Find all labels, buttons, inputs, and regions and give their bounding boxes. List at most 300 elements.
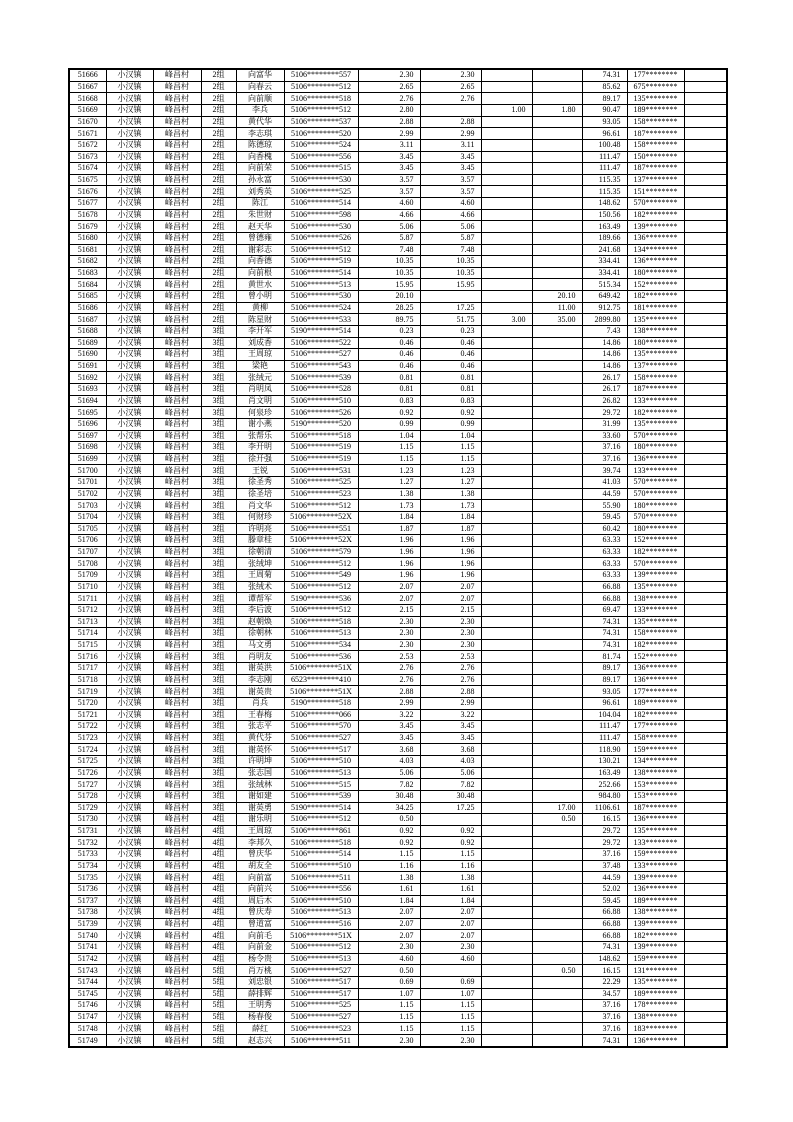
cell-village: 峰昌村 [153,314,201,326]
cell-town: 小汉镇 [106,1035,153,1047]
cell-amount4 [532,907,582,919]
cell-amount3 [481,1011,532,1023]
table-row [69,407,727,419]
cell-account: 5106********533 [284,314,358,326]
cell-id: 51666 [69,69,106,81]
cell-amount2: 0.99 [420,418,481,430]
cell-account: 5106********514 [284,849,358,861]
cell-total: 74.31 [582,639,627,651]
cell-id: 51670 [69,116,106,128]
cell-account: 5106********526 [284,407,358,419]
cell-group: 5组 [201,988,236,1000]
cell-amount4 [532,686,582,698]
cell-town: 小汉镇 [106,477,153,489]
table-row [69,523,727,535]
cell-amount2: 1.96 [420,558,481,570]
cell-phone: 136******** [627,453,684,465]
cell-town: 小汉镇 [106,291,153,303]
cell-id: 51728 [69,790,106,802]
cell-town: 小汉镇 [106,779,153,791]
cell-amount2: 2.76 [420,663,481,675]
cell-amount3 [481,767,532,779]
cell-group: 3组 [201,721,236,733]
cell-id: 51734 [69,860,106,872]
cell-blank [684,418,727,430]
table-row [69,430,727,442]
table-row [69,1000,727,1012]
cell-group: 3组 [201,430,236,442]
cell-amount1: 0.92 [358,837,420,849]
cell-amount2: 5.06 [420,767,481,779]
cell-blank [684,965,727,977]
cell-amount4 [532,81,582,93]
cell-group: 2组 [201,291,236,303]
cell-amount1: 2.30 [358,628,420,640]
cell-account: 5106********519 [284,453,358,465]
cell-town: 小汉镇 [106,500,153,512]
cell-account: 5106********527 [284,965,358,977]
cell-id: 51672 [69,139,106,151]
cell-total: 7.43 [582,325,627,337]
cell-account: 5106********513 [284,767,358,779]
cell-village: 峰昌村 [153,279,201,291]
cell-amount4 [532,128,582,140]
cell-group: 4组 [201,883,236,895]
cell-id: 51720 [69,697,106,709]
cell-amount2: 2.07 [420,907,481,919]
cell-amount4 [532,372,582,384]
cell-amount1: 1.15 [358,1000,420,1012]
cell-town: 小汉镇 [106,209,153,221]
cell-amount1: 3.68 [358,744,420,756]
cell-group: 4组 [201,918,236,930]
cell-total: 14.86 [582,349,627,361]
table-row [69,349,727,361]
cell-phone: 135******** [627,349,684,361]
cell-amount2: 1.16 [420,860,481,872]
cell-name: 曾小明 [236,291,284,303]
cell-blank [684,1011,727,1023]
cell-phone: 139******** [627,918,684,930]
cell-name: 刘忠银 [236,976,284,988]
cell-total: 66.88 [582,581,627,593]
cell-amount3 [481,604,532,616]
cell-name: 徐朝林 [236,628,284,640]
cell-amount3 [481,395,532,407]
table-row [69,314,727,326]
cell-amount2: 3.45 [420,732,481,744]
cell-total: 115.35 [582,174,627,186]
cell-town: 小汉镇 [106,116,153,128]
cell-account: 5106********512 [284,81,358,93]
cell-amount2: 0.69 [420,976,481,988]
cell-amount2: 1.38 [420,488,481,500]
cell-phone: 180******** [627,267,684,279]
cell-amount1: 1.15 [358,453,420,465]
cell-amount3 [481,930,532,942]
cell-total: 66.88 [582,930,627,942]
cell-id: 51732 [69,837,106,849]
cell-account: 5106********517 [284,976,358,988]
cell-id: 51669 [69,105,106,117]
cell-amount1: 2.76 [358,674,420,686]
table-row [69,418,727,430]
cell-amount1: 1.27 [358,477,420,489]
cell-name: 薛排辉 [236,988,284,1000]
cell-total: 85.62 [582,81,627,93]
cell-phone: 570******** [627,511,684,523]
cell-blank [684,697,727,709]
cell-group: 2组 [201,302,236,314]
cell-amount3 [481,69,532,81]
cell-account: 5106********518 [284,93,358,105]
cell-amount2: 1.61 [420,883,481,895]
cell-account: 5106********510 [284,756,358,768]
cell-total: 55.90 [582,500,627,512]
table-row [69,372,727,384]
cell-town: 小汉镇 [106,256,153,268]
cell-town: 小汉镇 [106,395,153,407]
cell-village: 峰昌村 [153,174,201,186]
cell-town: 小汉镇 [106,674,153,686]
cell-amount2: 1.07 [420,988,481,1000]
cell-account: 5106********066 [284,709,358,721]
cell-name: 马文勇 [236,639,284,651]
cell-phone: 189******** [627,105,684,117]
cell-blank [684,186,727,198]
cell-group: 3组 [201,325,236,337]
cell-id: 51713 [69,616,106,628]
table-row [69,860,727,872]
cell-name: 谢彩志 [236,244,284,256]
cell-blank [684,1035,727,1047]
table-row [69,686,727,698]
cell-amount4 [532,511,582,523]
cell-id: 51678 [69,209,106,221]
cell-blank [684,860,727,872]
cell-blank [684,558,727,570]
cell-phone: 137******** [627,360,684,372]
cell-village: 峰昌村 [153,325,201,337]
cell-name: 胡友全 [236,860,284,872]
cell-id: 51744 [69,976,106,988]
cell-phone: 136******** [627,232,684,244]
cell-blank [684,802,727,814]
cell-village: 峰昌村 [153,453,201,465]
cell-group: 2组 [201,151,236,163]
cell-amount4 [532,163,582,175]
cell-total: 90.47 [582,105,627,117]
cell-total: 14.86 [582,360,627,372]
cell-village: 峰昌村 [153,988,201,1000]
table-row [69,895,727,907]
cell-town: 小汉镇 [106,267,153,279]
cell-village: 峰昌村 [153,744,201,756]
cell-amount2: 7.82 [420,779,481,791]
cell-name: 陈德琼 [236,139,284,151]
cell-id: 51719 [69,686,106,698]
cell-account: 5106********519 [284,256,358,268]
cell-name: 周后木 [236,895,284,907]
cell-account: 5106********861 [284,825,358,837]
cell-village: 峰昌村 [153,976,201,988]
cell-village: 峰昌村 [153,442,201,454]
cell-blank [684,732,727,744]
cell-account: 5106********52X [284,511,358,523]
cell-village: 峰昌村 [153,384,201,396]
cell-group: 2组 [201,174,236,186]
cell-account: 5106********531 [284,465,358,477]
cell-village: 峰昌村 [153,628,201,640]
cell-name: 王明秀 [236,1000,284,1012]
cell-town: 小汉镇 [106,814,153,826]
cell-amount2: 2.53 [420,651,481,663]
cell-amount1: 1.23 [358,465,420,477]
cell-id: 51741 [69,942,106,954]
cell-blank [684,837,727,849]
cell-group: 4组 [201,872,236,884]
cell-id: 51692 [69,372,106,384]
cell-village: 峰昌村 [153,953,201,965]
cell-account: 5106********530 [284,221,358,233]
cell-group: 5组 [201,1023,236,1035]
cell-name: 李后波 [236,604,284,616]
cell-amount1: 1.15 [358,1023,420,1035]
cell-id: 51699 [69,453,106,465]
cell-group: 3组 [201,384,236,396]
cell-amount1: 1.16 [358,860,420,872]
cell-amount1: 1.15 [358,1011,420,1023]
cell-amount4 [532,232,582,244]
cell-blank [684,872,727,884]
cell-name: 许明亮 [236,523,284,535]
cell-amount2: 2.30 [420,639,481,651]
cell-total: 37.16 [582,1023,627,1035]
table-row [69,232,727,244]
cell-village: 峰昌村 [153,918,201,930]
cell-amount4 [532,930,582,942]
cell-name: 向前顺 [236,93,284,105]
cell-phone: 136******** [627,1035,684,1047]
cell-blank [684,930,727,942]
cell-group: 3组 [201,767,236,779]
cell-village: 峰昌村 [153,930,201,942]
cell-name: 徐圣秀 [236,477,284,489]
cell-group: 5组 [201,976,236,988]
cell-blank [684,570,727,582]
cell-amount4 [532,523,582,535]
cell-town: 小汉镇 [106,151,153,163]
cell-village: 峰昌村 [153,128,201,140]
table-row [69,488,727,500]
cell-total: 33.60 [582,430,627,442]
cell-amount1: 7.82 [358,779,420,791]
cell-amount2: 4.66 [420,209,481,221]
cell-total: 89.17 [582,674,627,686]
cell-group: 3组 [201,744,236,756]
cell-id: 51736 [69,883,106,895]
cell-name: 向前荣 [236,163,284,175]
cell-total: 74.31 [582,69,627,81]
cell-account: 5106********598 [284,209,358,221]
cell-amount3 [481,732,532,744]
cell-phone: 180******** [627,337,684,349]
cell-group: 4组 [201,942,236,954]
cell-village: 峰昌村 [153,430,201,442]
cell-group: 2组 [201,314,236,326]
cell-amount3 [481,697,532,709]
cell-blank [684,581,727,593]
cell-town: 小汉镇 [106,976,153,988]
cell-phone: 133******** [627,837,684,849]
cell-amount3 [481,198,532,210]
cell-phone: 133******** [627,860,684,872]
cell-amount1: 1.07 [358,988,420,1000]
cell-amount1: 0.92 [358,825,420,837]
cell-phone: 135******** [627,976,684,988]
payment-roster-table [68,68,728,1048]
cell-account: 5106********515 [284,779,358,791]
cell-group: 3组 [201,732,236,744]
cell-id: 51730 [69,814,106,826]
cell-village: 峰昌村 [153,965,201,977]
cell-account: 5190********536 [284,593,358,605]
cell-total: 63.33 [582,535,627,547]
cell-id: 51749 [69,1035,106,1047]
cell-amount1: 4.66 [358,209,420,221]
cell-phone: 159******** [627,953,684,965]
cell-amount4: 35.00 [532,314,582,326]
cell-town: 小汉镇 [106,930,153,942]
cell-village: 峰昌村 [153,814,201,826]
cell-account: 5106********527 [284,349,358,361]
cell-amount2: 3.11 [420,139,481,151]
cell-amount2 [420,105,481,117]
cell-amount1: 3.22 [358,709,420,721]
cell-total: 52.02 [582,883,627,895]
cell-town: 小汉镇 [106,1000,153,1012]
cell-town: 小汉镇 [106,988,153,1000]
cell-village: 峰昌村 [153,407,201,419]
cell-account: 5106********530 [284,174,358,186]
cell-phone: 138******** [627,767,684,779]
cell-amount2: 1.23 [420,465,481,477]
cell-amount4 [532,256,582,268]
cell-town: 小汉镇 [106,721,153,733]
cell-blank [684,523,727,535]
cell-total: 37.48 [582,860,627,872]
cell-phone: 138******** [627,907,684,919]
cell-blank [684,198,727,210]
cell-group: 2组 [201,256,236,268]
cell-amount3 [481,186,532,198]
cell-town: 小汉镇 [106,965,153,977]
cell-amount3 [481,372,532,384]
cell-amount3 [481,546,532,558]
table-row [69,546,727,558]
cell-village: 峰昌村 [153,81,201,93]
cell-account: 5106********536 [284,651,358,663]
cell-blank [684,976,727,988]
cell-id: 51742 [69,953,106,965]
cell-amount4 [532,837,582,849]
cell-id: 51710 [69,581,106,593]
cell-amount2: 1.04 [420,430,481,442]
cell-amount1: 1.87 [358,523,420,535]
cell-town: 小汉镇 [106,883,153,895]
cell-account: 5190********518 [284,697,358,709]
cell-account: 5106********515 [284,163,358,175]
cell-amount3 [481,942,532,954]
table-row [69,209,727,221]
cell-blank [684,535,727,547]
cell-amount2: 2.07 [420,593,481,605]
cell-town: 小汉镇 [106,756,153,768]
cell-village: 峰昌村 [153,895,201,907]
cell-blank [684,442,727,454]
cell-phone: 135******** [627,93,684,105]
cell-amount1: 3.45 [358,163,420,175]
cell-amount3 [481,360,532,372]
cell-village: 峰昌村 [153,593,201,605]
cell-amount2: 3.45 [420,721,481,733]
cell-village: 峰昌村 [153,209,201,221]
cell-amount1: 1.61 [358,883,420,895]
cell-name: 李开军 [236,325,284,337]
cell-blank [684,616,727,628]
cell-id: 51714 [69,628,106,640]
cell-total: 89.17 [582,663,627,675]
cell-total: 41.03 [582,477,627,489]
cell-name: 黄柳 [236,302,284,314]
cell-phone: 139******** [627,872,684,884]
cell-account: 5106********524 [284,139,358,151]
cell-total: 37.16 [582,1011,627,1023]
cell-phone: 136******** [627,814,684,826]
cell-village: 峰昌村 [153,779,201,791]
cell-blank [684,139,727,151]
cell-amount2: 1.27 [420,477,481,489]
cell-town: 小汉镇 [106,535,153,547]
cell-town: 小汉镇 [106,93,153,105]
cell-town: 小汉镇 [106,558,153,570]
cell-amount3 [481,442,532,454]
cell-town: 小汉镇 [106,337,153,349]
table-row [69,976,727,988]
cell-blank [684,221,727,233]
cell-id: 51703 [69,500,106,512]
cell-amount3 [481,267,532,279]
cell-blank [684,907,727,919]
cell-group: 3组 [201,453,236,465]
cell-account: 5106********543 [284,360,358,372]
cell-amount2: 1.96 [420,546,481,558]
cell-account: 5106********579 [284,546,358,558]
cell-id: 51681 [69,244,106,256]
table-row [69,116,727,128]
cell-total: 37.16 [582,1000,627,1012]
cell-name: 何财珍 [236,511,284,523]
cell-name: 肖文华 [236,500,284,512]
cell-total: 100.48 [582,139,627,151]
cell-id: 51731 [69,825,106,837]
cell-account: 5106********522 [284,337,358,349]
cell-village: 峰昌村 [153,883,201,895]
cell-group: 2组 [201,116,236,128]
table-row [69,337,727,349]
cell-phone: 159******** [627,744,684,756]
cell-blank [684,825,727,837]
